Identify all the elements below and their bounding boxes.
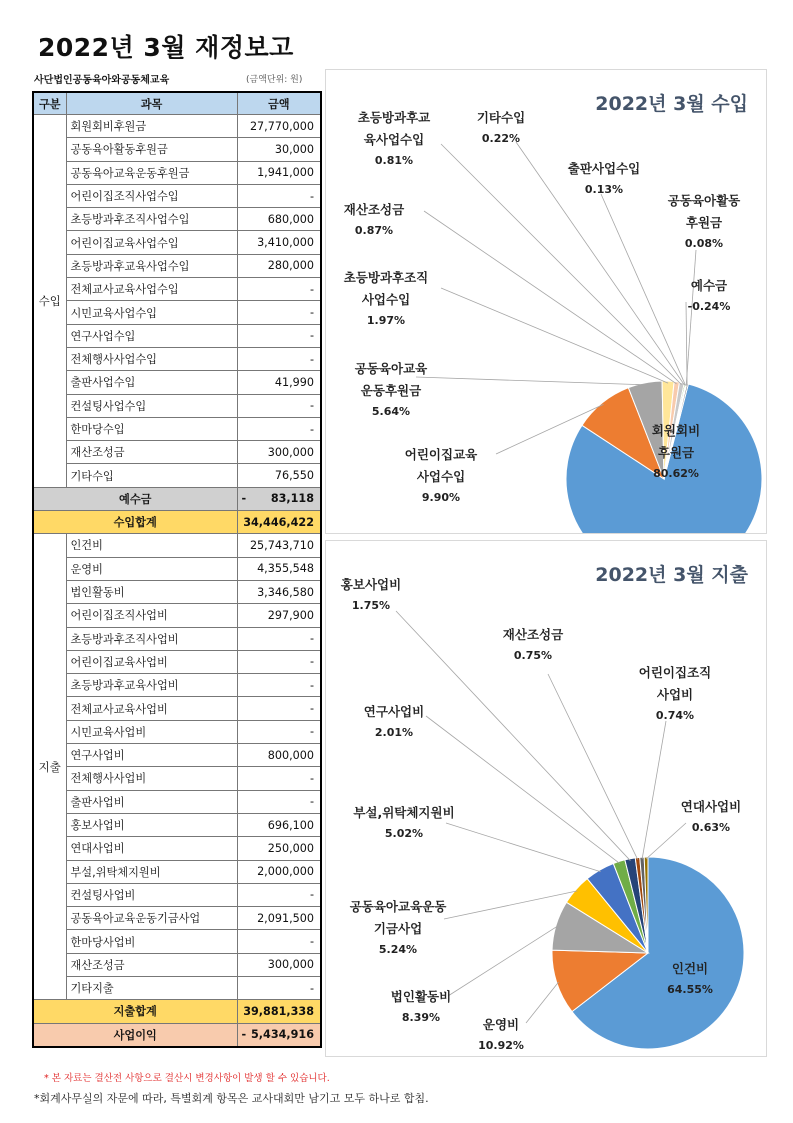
income-total-row-value: 34,446,422 (243, 515, 314, 529)
leader-line (526, 982, 559, 1023)
item-amount: - (237, 720, 321, 743)
table-row (33, 767, 321, 790)
item-name: 한마당수입 (66, 417, 237, 440)
slice-percent: 0.81% (374, 154, 414, 167)
leader-line (686, 250, 696, 386)
slice-percent: 8.39% (401, 1011, 441, 1024)
header-cell: 과목 (66, 92, 237, 115)
page-title: 2022년 3월 재정보고 (38, 33, 294, 62)
leader-line (441, 144, 682, 385)
item-name: 연구사업수입 (66, 324, 237, 347)
table-row (33, 860, 321, 883)
table-row (33, 301, 321, 324)
item-name: 출판사업수입 (66, 371, 237, 394)
item-amount: - (237, 347, 321, 370)
table-header (33, 92, 321, 115)
expense-total-row (33, 1000, 321, 1023)
slice-label: 예수금 (690, 278, 728, 293)
slice-label: 어린이집조직 (638, 665, 712, 680)
item-name: 출판사업비 (66, 790, 237, 813)
organization-name: 사단법인공동육아와공동체교육 (34, 75, 170, 86)
table-row (33, 464, 321, 487)
slice-percent: 1.75% (351, 599, 391, 612)
disclaimer-note: * 본 자료는 결산전 사항으로 결산시 변경사항이 발생 할 수 있습니다. (44, 1073, 330, 1084)
slice-label: 회원회비 (651, 423, 701, 438)
table-row (33, 697, 321, 720)
leader-line (444, 891, 577, 919)
table-row (33, 883, 321, 906)
slice-label: 법인활동비 (390, 989, 452, 1004)
slice-label: 출판사업수입 (567, 161, 641, 176)
item-name: 전체행사사업수입 (66, 347, 237, 370)
deposit-row (33, 487, 321, 510)
slice-label: 기타수입 (476, 110, 526, 125)
expense-total-row-amount (237, 1000, 321, 1023)
chart-title: 2022년 3월 지출 (595, 564, 748, 586)
item-amount: 696,100 (237, 813, 321, 836)
item-amount: 76,550 (237, 464, 321, 487)
slice-percent: 64.55% (667, 983, 713, 996)
item-name: 부설,위탁체지원비 (66, 860, 237, 883)
item-name: 시민교육사업수입 (66, 301, 237, 324)
deposit-row-amount (237, 487, 321, 510)
slice-percent: 0.13% (584, 183, 624, 196)
table-row (33, 278, 321, 301)
expense-total-row-label: 지출합계 (33, 1000, 237, 1023)
expense-chart-panel (325, 540, 767, 1057)
slice-percent: 0.74% (655, 709, 695, 722)
slice-label: 재산조성금 (502, 627, 564, 642)
item-name: 어린이집조직사업수입 (66, 184, 237, 207)
table-row (33, 417, 321, 440)
leader-line (601, 194, 686, 386)
item-amount: 1,941,000 (237, 161, 321, 184)
table-row (33, 161, 321, 184)
profit-row-amount (237, 1023, 321, 1047)
item-name: 어린이집조직사업비 (66, 604, 237, 627)
item-amount: - (237, 976, 321, 999)
item-name: 한마당사업비 (66, 930, 237, 953)
income-pie-chart (326, 70, 766, 533)
table-row (33, 930, 321, 953)
table-row (33, 907, 321, 930)
income-total-row (33, 511, 321, 534)
item-name: 어린이집교육사업수입 (66, 231, 237, 254)
leader-line (516, 142, 685, 385)
table-row (33, 813, 321, 836)
item-name: 공동육아교육운동후원금 (66, 161, 237, 184)
table-row (33, 604, 321, 627)
item-amount: 3,346,580 (237, 580, 321, 603)
accounting-note: *회계사무실의 자문에 따라, 특별회계 항목은 교사대회만 남기고 모두 하나로 합침. (34, 1092, 429, 1105)
slice-label: 공동육아활동 (667, 193, 741, 208)
slice-label: 사업수입 (416, 469, 466, 484)
item-amount: - (237, 278, 321, 301)
item-amount: 250,000 (237, 837, 321, 860)
table-row (33, 744, 321, 767)
slice-percent: 5.64% (371, 405, 411, 418)
item-amount: - (237, 650, 321, 673)
item-name: 시민교육사업비 (66, 720, 237, 743)
leader-line (642, 721, 666, 859)
slice-percent: 80.62% (653, 467, 699, 480)
expense-pie-chart (326, 541, 766, 1056)
finance-table (32, 91, 322, 1048)
table-row (33, 347, 321, 370)
income-total-row-amount (237, 511, 321, 534)
leader-line (426, 716, 620, 863)
table-row (33, 231, 321, 254)
item-amount: - (237, 184, 321, 207)
item-name: 공동육아교육운동기금사업 (66, 907, 237, 930)
slice-label: 공동육아교육 (354, 361, 428, 376)
table-row (33, 790, 321, 813)
item-amount: 27,770,000 (237, 115, 321, 138)
category-expense: 지출 (33, 534, 66, 1000)
item-name: 연구사업비 (66, 744, 237, 767)
slice-percent: 0.75% (513, 649, 553, 662)
slice-label: 기금사업 (373, 921, 423, 936)
item-amount: - (237, 883, 321, 906)
item-amount: - (237, 674, 321, 697)
slice-label: 운영비 (482, 1017, 520, 1032)
table-row (33, 208, 321, 231)
item-name: 운영비 (66, 557, 237, 580)
item-amount: 297,900 (237, 604, 321, 627)
slice-percent: 10.92% (478, 1039, 524, 1052)
item-name: 전체교사교육사업수입 (66, 278, 237, 301)
leader-line (548, 674, 638, 860)
expense-total-row-value: 39,881,338 (243, 1004, 314, 1018)
income-total-row-label: 수입합계 (33, 511, 237, 534)
table-row (33, 837, 321, 860)
item-name: 초등방과후조직사업수입 (66, 208, 237, 231)
table-row (33, 184, 321, 207)
table-row (33, 674, 321, 697)
table-row (33, 371, 321, 394)
slice-label: 연구사업비 (363, 704, 425, 719)
slice-label: 연대사업비 (680, 799, 742, 814)
slice-percent: 0.63% (691, 821, 731, 834)
slice-label: 어린이집교육 (404, 447, 478, 462)
item-name: 초등방과후조직사업비 (66, 627, 237, 650)
leader-line (646, 823, 686, 859)
slice-percent: 5.24% (378, 943, 418, 956)
slice-label: 초등방과후조직 (343, 270, 429, 285)
leader-line (446, 823, 601, 872)
table-row (33, 115, 321, 138)
item-amount: - (237, 394, 321, 417)
item-amount: 300,000 (237, 953, 321, 976)
table-row (33, 441, 321, 464)
item-amount: 280,000 (237, 254, 321, 277)
leader-line (416, 377, 645, 385)
deposit-row-value: 83,118 (270, 492, 314, 506)
deposit-row-label: 예수금 (33, 487, 237, 510)
slice-label: 초등방과후교 (357, 110, 431, 125)
table-row (33, 394, 321, 417)
item-name: 재산조성금 (66, 953, 237, 976)
item-name: 기타수입 (66, 464, 237, 487)
slice-label: 후원금 (685, 215, 723, 230)
slice-label: 육사업수입 (363, 132, 425, 147)
table-row (33, 557, 321, 580)
profit-row-value: 5,434,916 (251, 1028, 314, 1042)
item-amount: 300,000 (237, 441, 321, 464)
slice-label: 사업수입 (361, 292, 411, 307)
slice-label: 사업비 (656, 687, 694, 702)
item-name: 법인활동비 (66, 580, 237, 603)
item-amount: 41,990 (237, 371, 321, 394)
item-amount: - (237, 417, 321, 440)
header-cell: 금액 (237, 92, 321, 115)
item-name: 인건비 (66, 534, 237, 557)
item-name: 재산조성금 (66, 441, 237, 464)
item-amount: - (237, 301, 321, 324)
item-name: 공동육아활동후원금 (66, 138, 237, 161)
item-name: 회원회비후원금 (66, 115, 237, 138)
profit-row (33, 1023, 321, 1047)
item-name: 초등방과후교육사업비 (66, 674, 237, 697)
table-row (33, 650, 321, 673)
table-row (33, 324, 321, 347)
slice-label: 홍보사업비 (340, 577, 402, 592)
deposit-row-sign: - (241, 492, 247, 506)
amount-unit-note: (금액단위: 원) (246, 75, 303, 85)
slice-percent: 2.01% (374, 726, 414, 739)
slice-percent: -0.24% (687, 300, 731, 313)
item-amount: 25,743,710 (237, 534, 321, 557)
item-amount: 800,000 (237, 744, 321, 767)
slice-label: 후원금 (657, 445, 695, 460)
item-name: 컨설팅사업수입 (66, 394, 237, 417)
item-amount: 2,000,000 (237, 860, 321, 883)
slice-percent: 0.87% (354, 224, 394, 237)
item-amount: 4,355,548 (237, 557, 321, 580)
leader-line (686, 302, 687, 386)
profit-row-sign: - (241, 1028, 247, 1042)
item-name: 전체행사사업비 (66, 767, 237, 790)
item-name: 기타지출 (66, 976, 237, 999)
table-row (33, 254, 321, 277)
item-amount: 3,410,000 (237, 231, 321, 254)
item-name: 컨설팅사업비 (66, 883, 237, 906)
slice-percent: 5.02% (384, 827, 424, 840)
item-amount: - (237, 930, 321, 953)
slice-percent: 9.90% (421, 491, 461, 504)
table-row (33, 720, 321, 743)
item-amount: - (237, 697, 321, 720)
leader-line (448, 926, 558, 996)
item-name: 연대사업비 (66, 837, 237, 860)
table-row (33, 976, 321, 999)
chart-title: 2022년 3월 수입 (595, 93, 748, 115)
slice-label: 부설,위탁체지원비 (353, 805, 455, 820)
leader-line (441, 288, 668, 383)
item-amount: - (237, 627, 321, 650)
item-amount: 30,000 (237, 138, 321, 161)
table-row (33, 580, 321, 603)
slice-percent: 0.08% (684, 237, 724, 250)
item-amount: 2,091,500 (237, 907, 321, 930)
item-amount: - (237, 790, 321, 813)
slice-label: 재산조성금 (343, 202, 405, 217)
item-name: 초등방과후교육사업수입 (66, 254, 237, 277)
table-row (33, 953, 321, 976)
slice-label: 공동육아교육운동 (349, 899, 447, 914)
category-income: 수입 (33, 115, 66, 488)
profit-row-label: 사업이익 (33, 1023, 237, 1047)
slice-percent: 0.22% (481, 132, 521, 145)
slice-label: 운동후원금 (360, 383, 422, 398)
item-amount: - (237, 324, 321, 347)
item-name: 홍보사업비 (66, 813, 237, 836)
slice-label: 인건비 (671, 961, 709, 976)
leader-line (424, 211, 677, 384)
item-amount: - (237, 767, 321, 790)
income-chart-panel (325, 69, 767, 534)
table-row (33, 534, 321, 557)
item-name: 어린이집교육사업비 (66, 650, 237, 673)
header-cell: 구분 (33, 92, 66, 115)
table-row (33, 138, 321, 161)
slice-percent: 1.97% (366, 314, 406, 327)
table-row (33, 627, 321, 650)
item-name: 전체교사교육사업비 (66, 697, 237, 720)
item-amount: 680,000 (237, 208, 321, 231)
